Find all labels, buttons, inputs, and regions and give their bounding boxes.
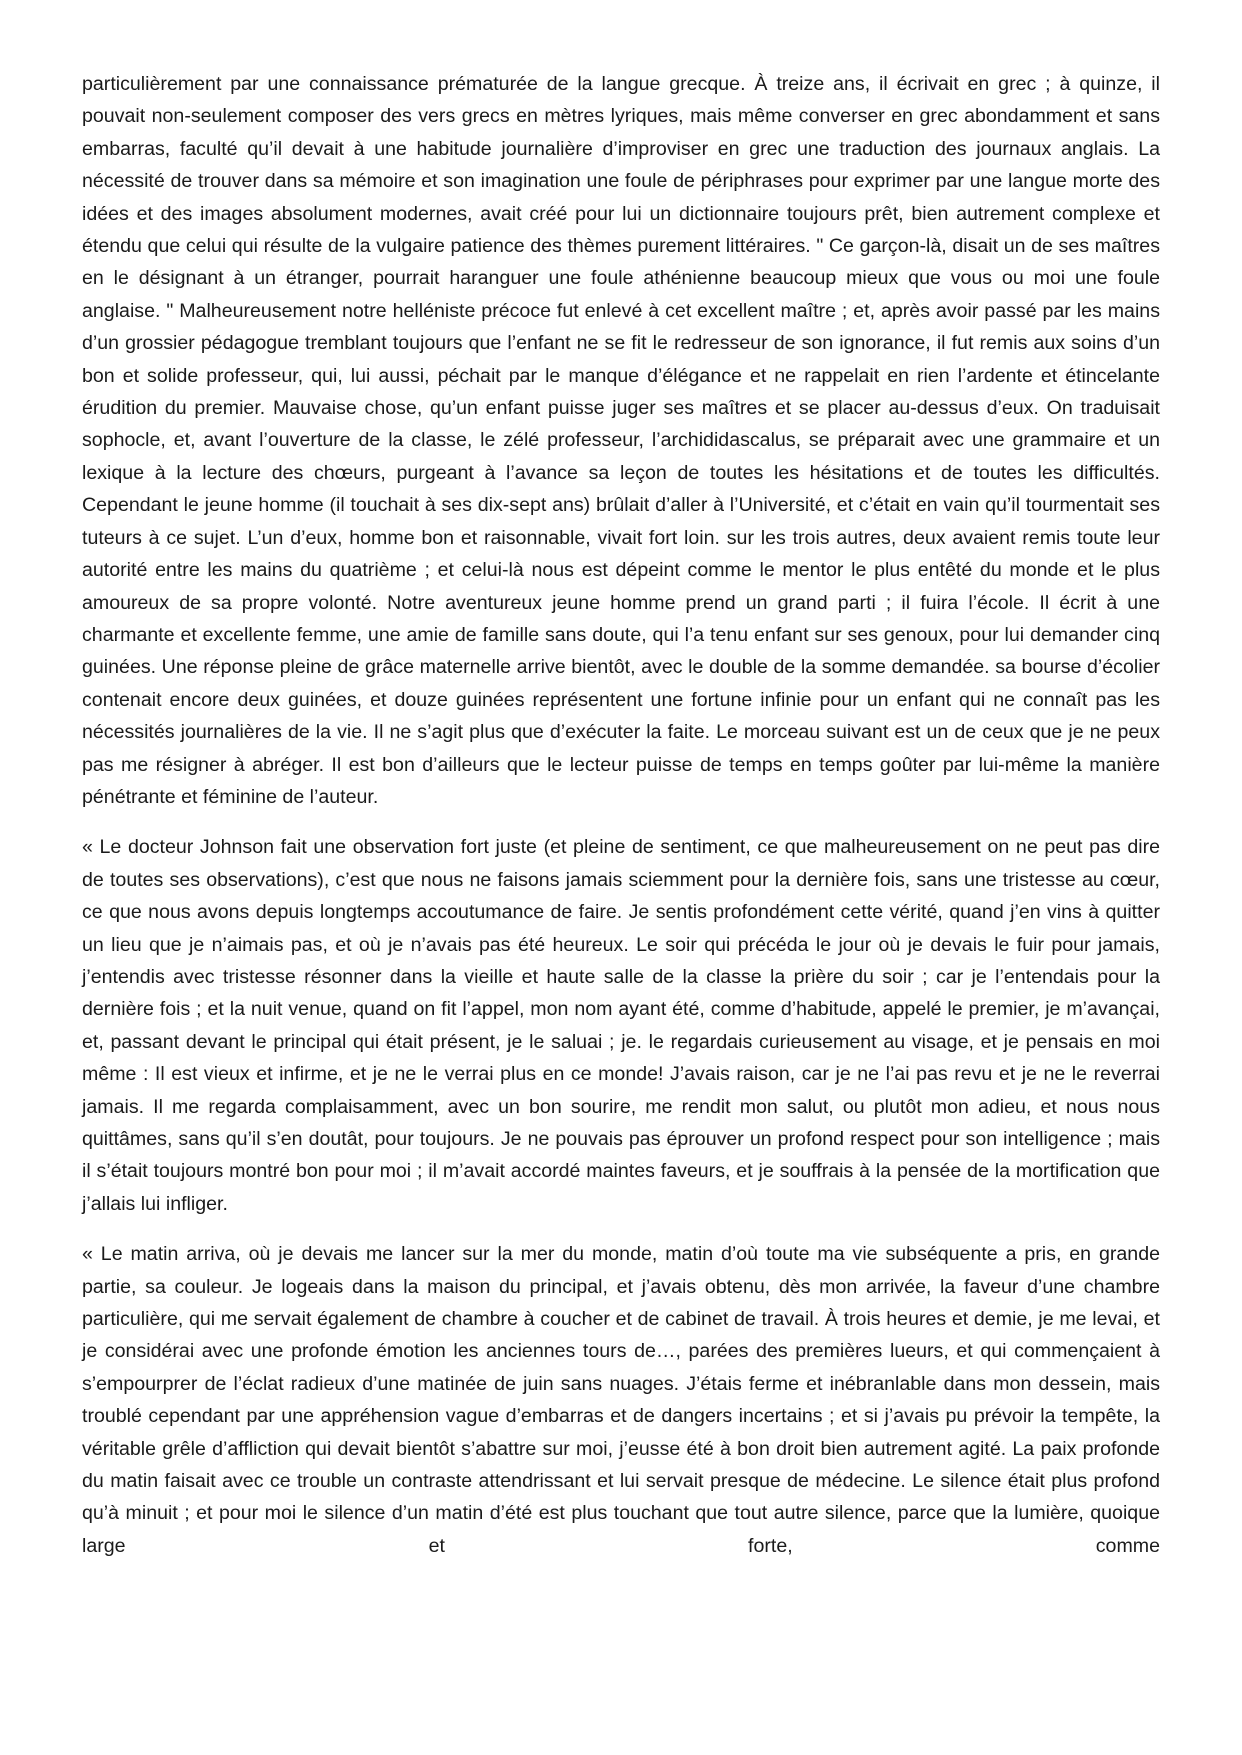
body-paragraph-3: « Le matin arriva, où je devais me lancer sur la mer du monde, matin d’où toute ma vie subséquente a pris, en grande partie, sa couleur. Je logeais dans la maison du principal, et j’avais obtenu, dès mon arrivée, la faveur d’une chambre particulière, qui me servait également de chambre à coucher et de cabinet de travail. À trois heures et demie, je me levai, et je considérai avec une profonde émotion les anciennes tours de…, parées des premières lueurs, et qui commençaient à s’empourprer de l’éclat radieux d’une matinée de juin sans nuages. J’étais ferme et inébranlable dans mon dessein, mais troublé cependant par une appréhension vague d’embarras et de dangers incertains ; et si j’avais pu prévoir la tempête, la véritable grêle d’affliction qui devait bientôt s’abattre sur moi, j’eusse été à bon droit bien autrement agité. La paix profonde du matin faisait avec ce trouble un contraste attendrissant et lui servait presque de médecine. Le silence était plus profond qu’à minuit ; et pour moi le silence d’un matin d’été est plus touchant que tout autre silence, parce que la lumière, quoique large et forte, comme: [82, 1243, 1160, 1557]
body-paragraph-2: « Le docteur Johnson fait une observation fort juste (et pleine de sentiment, ce que malheureusement on ne peut pas dire de toutes ses observations), c’est que nous ne faisons jamais sciemment pour la dernière fois, sans une tristesse au cœur, ce que nous avons depuis longtemps accoutumance de faire. Je sentis profondément cette vérité, quand j’en vins à quitter un lieu que je n’aimais pas, et où je n’avais pas été heureux. Le soir qui précéda le jour où je devais le fuir pour jamais, j’entendis avec tristesse résonner dans la vieille et haute salle de la classe la prière du soir ; car je l’entendais pour la dernière fois ; et la nuit venue, quand on fit l’appel, mon nom ayant été, comme d’habitude, appelé le premier, je m’avançai, et, passant devant le principal qui était présent, je le saluai ; je. le regardais curieusement au visage, et je pensais en moi même : Il est vieux et infirme, et je ne le verrai plus en ce monde! J’avais raison, car je ne l’ai pas revu et je ne le reverrai jamais. Il me regarda complaisamment, avec un bon sourire, me rendit mon salut, ou plutôt mon adieu, et nous nous quittâmes, sans qu’il s’en doutât, pour toujours. Je ne pouvais pas éprouver un profond respect pour son intelligence ; mais il s’était toujours montré bon pour moi ; il m’avait accordé maintes faveurs, et je souffrais à la pensée de la mortification que j’allais lui infliger.: [82, 836, 1160, 1215]
body-paragraph-1: particulièrement par une connaissance prématurée de la langue grecque. À treize ans, il écrivait en grec ; à quinze, il pouvait non-seulement composer des vers grecs en mètres lyriques, mais même converser en grec abondamment et sans embarras, faculté qu’il devait à une habitude journalière d’improviser en grec une traduction des journaux anglais. La nécessité de trouver dans sa mémoire et son imagination une foule de périphrases pour exprimer par une langue morte des idées et des images absolument modernes, avait créé pour lui un dictionnaire toujours prêt, bien autrement complexe et étendu que celui qui résulte de la vulgaire patience des thèmes purement littéraires. " Ce garçon-là, disait un de ses maîtres en le désignant à un étranger, pourrait haranguer une foule athénienne beaucoup mieux que vous ou moi une foule anglaise. " Malheureusement notre helléniste précoce fut enlevé à cet excellent maître ; et, après avoir passé par les mains d’un grossier pédagogue tremblant toujours que l’enfant ne se fit le redresseur de son ignorance, il fut remis aux soins d’un bon et solide professeur, qui, lui aussi, péchait par le manque d’élégance et ne rappelait en rien l’ardente et étincelante érudition du premier. Mauvaise chose, qu’un enfant puisse juger ses maîtres et se placer au-dessus d’eux. On traduisait sophocle, et, avant l’ouverture de la classe, le zélé professeur, l’archididascalus, se préparait avec une grammaire et un lexique à la lecture des chœurs, purgeant à l’avance sa leçon de toutes les hésitations et de toutes les difficultés. Cependant le jeune homme (il touchait à ses dix-sept ans) brûlait d’aller à l’Université, et c’était en vain qu’il tourmentait ses tuteurs à ce sujet. L’un d’eux, homme bon et raisonnable, vivait fort loin. sur les trois autres, deux avaient remis toute leur autorité entre les mains du quatrième ; et celui-là nous est dépeint comme le mentor le plus entêté du monde et le plus amoureux de sa propre volonté. Notre aventureux jeune homme prend un grand parti ; il fuira l’école. Il écrit à une charmante et excellente femme, une amie de famille sans doute, qui l’a tenu enfant sur ses genoux, pour lui demander cinq guinées. Une réponse pleine de grâce maternelle arrive bientôt, avec le double de la somme demandée. sa bourse d’écolier contenait encore deux guinées, et douze guinées représentent une fortune infinie pour un enfant qui ne connaît pas les nécessités journalières de la vie. Il ne s’agit plus que d’exécuter la faite. Le morceau suivant est un de ceux que je ne peux pas me résigner à abréger. Il est bon d’ailleurs que le lecteur puisse de temps en temps goûter par lui-même la manière pénétrante et féminine de l’auteur.: [82, 73, 1160, 808]
document-page: [82, 68, 1160, 1580]
